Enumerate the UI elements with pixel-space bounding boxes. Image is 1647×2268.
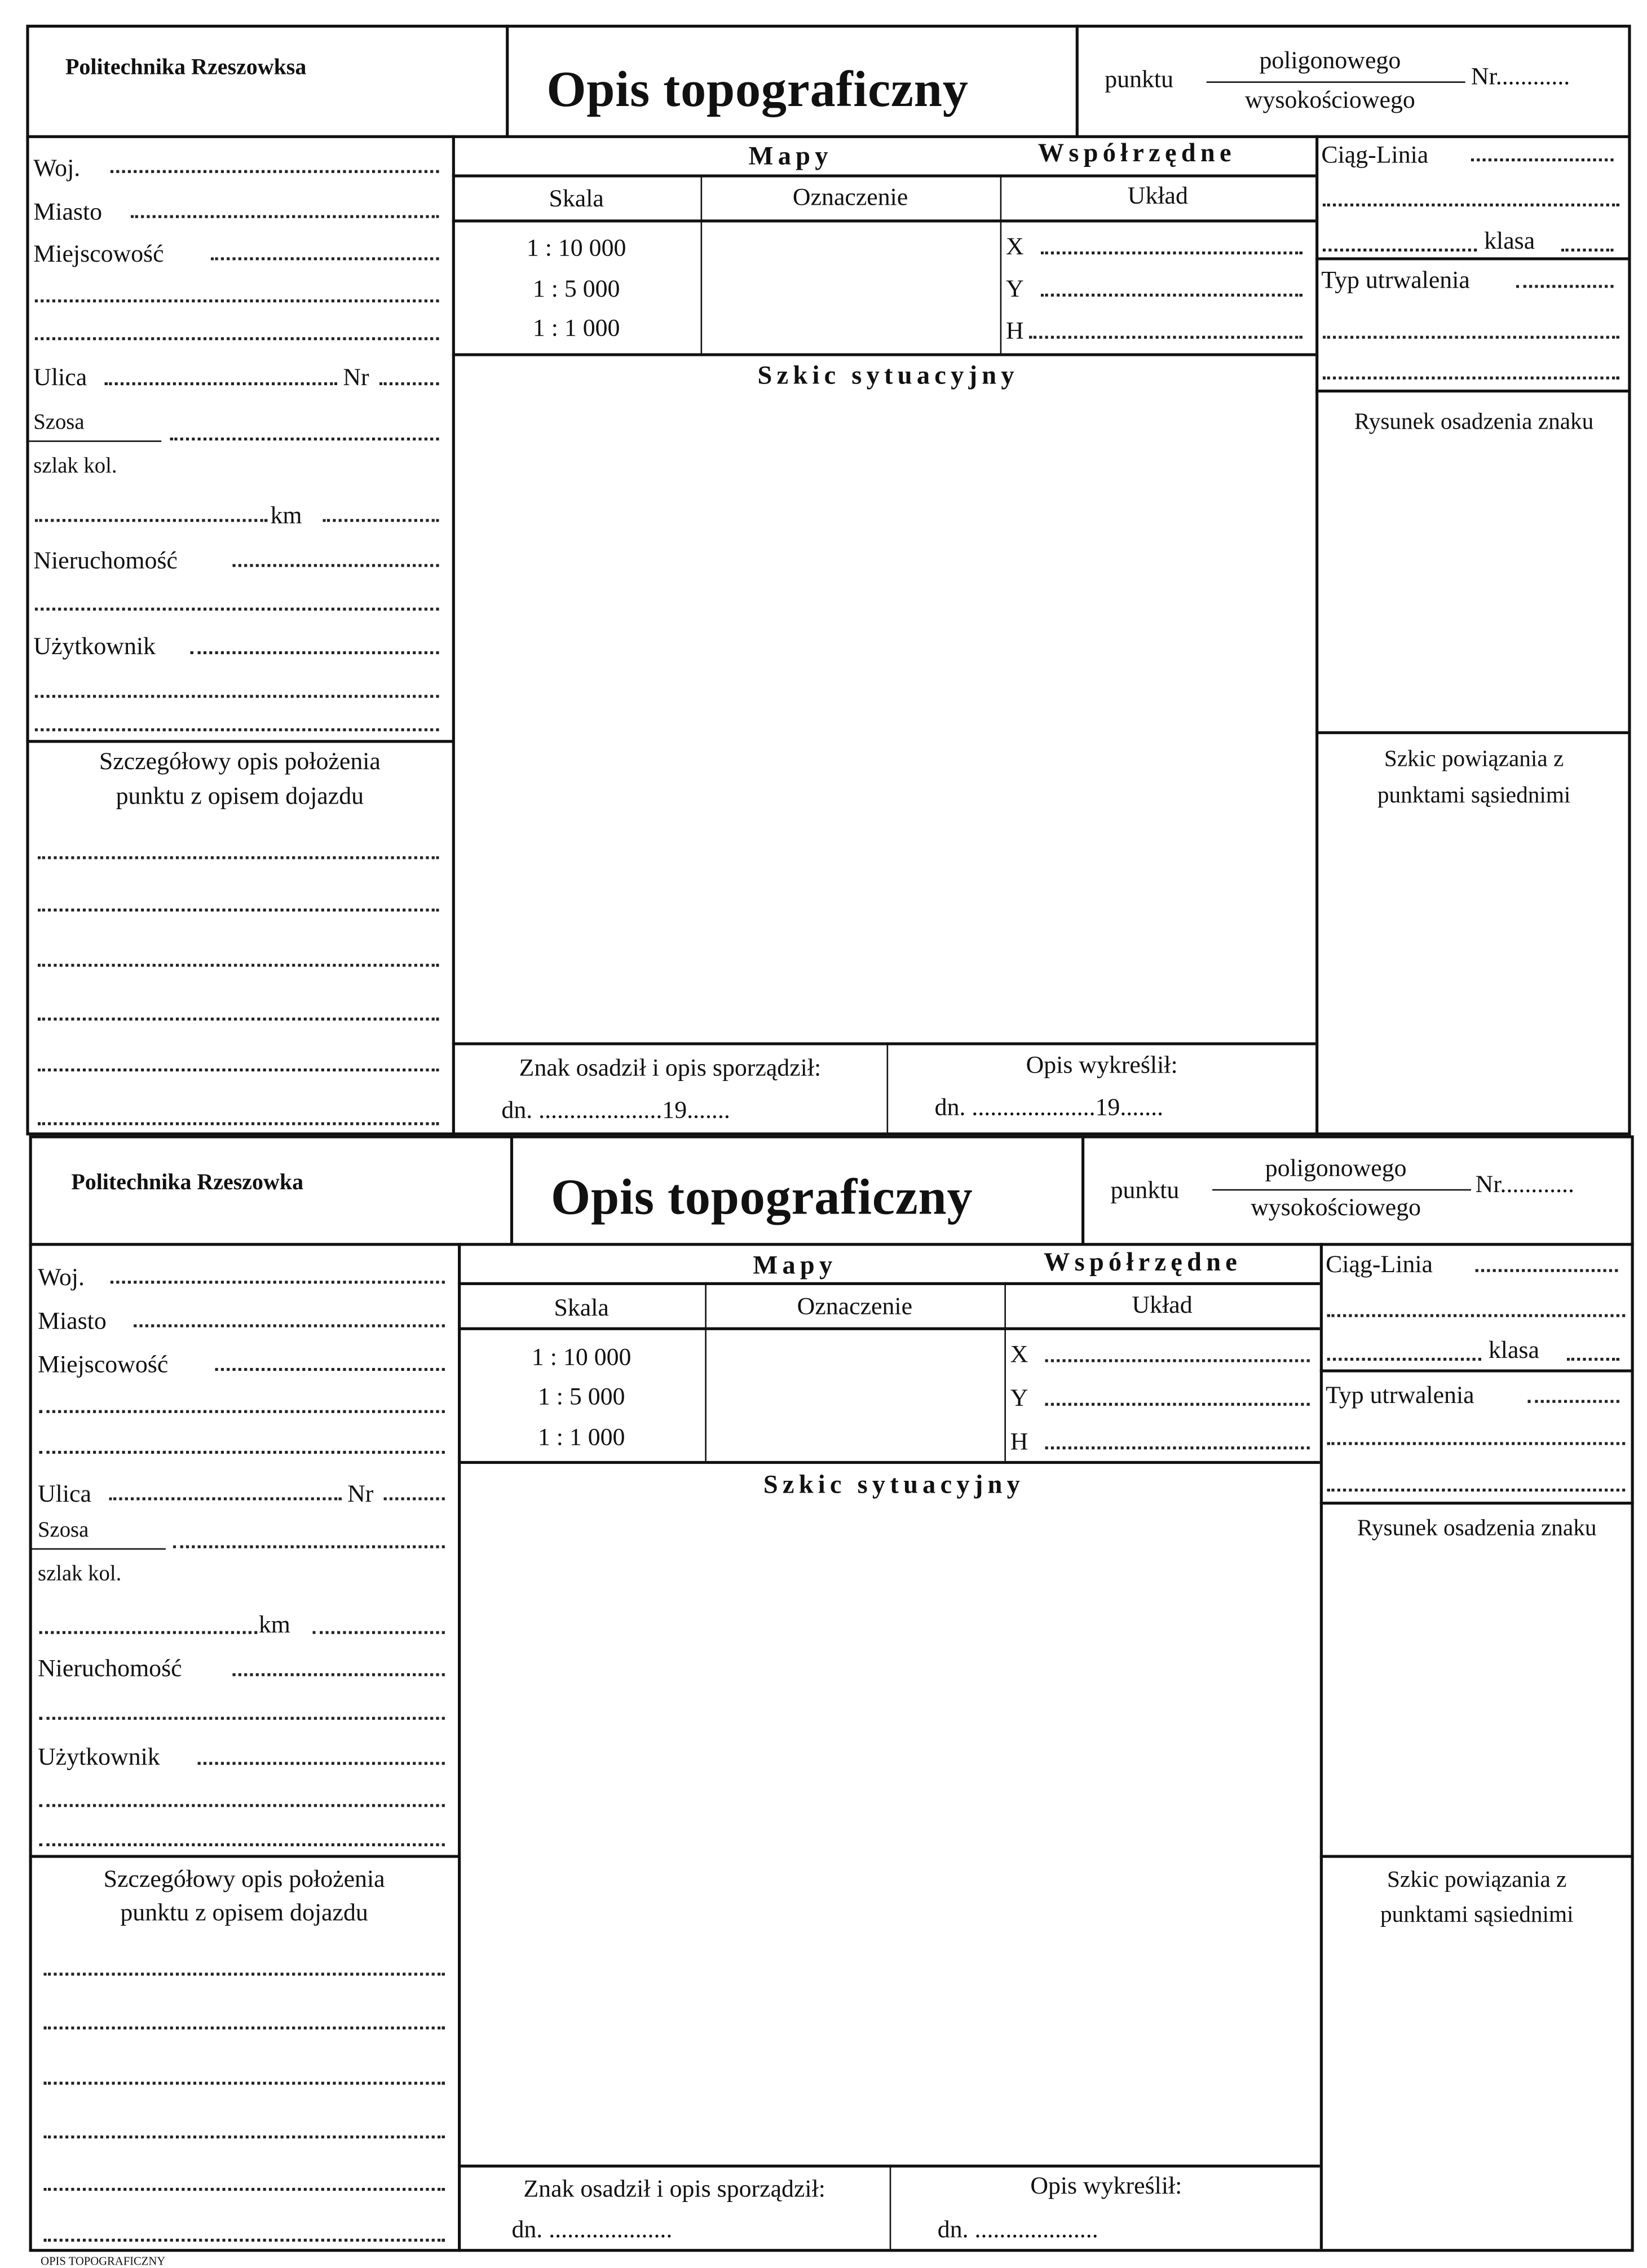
szosa-field[interactable] xyxy=(173,1545,445,1548)
footer-label: OPIS TOPOGRAFICZNY xyxy=(41,2254,166,2268)
miejscowosc-field-3[interactable] xyxy=(39,1451,445,1454)
klasa-field[interactable] xyxy=(1567,1358,1619,1361)
maps-heading: Mapy xyxy=(748,141,833,170)
scale-value: 1 : 5 000 xyxy=(537,1382,625,1410)
mark-drawing-area[interactable] xyxy=(1323,1550,1631,1852)
scale-value: 1 : 10 000 xyxy=(526,234,626,262)
km-label: km xyxy=(270,501,302,530)
coord-y-field[interactable] xyxy=(1045,1403,1310,1406)
ulica-label: Ulica xyxy=(33,363,87,391)
designation-header: Oznaczenie xyxy=(797,1292,913,1320)
coord-h-label: H xyxy=(1010,1427,1028,1455)
right-divider xyxy=(1320,1502,1634,1504)
coordinates-heading: Współrzędne xyxy=(1044,1247,1242,1277)
system-header: Układ xyxy=(1127,182,1188,210)
uzytkownik-label: Użytkownik xyxy=(38,1743,160,1771)
neighbors-sketch-line1: Szkic powiązania z xyxy=(1387,1868,1567,1893)
details-line[interactable] xyxy=(43,2082,445,2085)
szosa-label: Szosa xyxy=(38,1519,89,1543)
details-line[interactable] xyxy=(43,2188,445,2191)
typ-utrwalenia-field-2[interactable] xyxy=(1327,1442,1625,1445)
point-label: punktu xyxy=(1105,65,1174,93)
uzytkownik-label: Użytkownik xyxy=(33,632,156,660)
coord-x-label: X xyxy=(1005,232,1024,261)
ulica-label: Ulica xyxy=(38,1480,91,1508)
miasto-field[interactable] xyxy=(134,1325,445,1327)
details-line[interactable] xyxy=(43,2135,445,2138)
ciag-label: Ciąg-Linia xyxy=(1321,141,1429,169)
point-type-denominator: wysokościowego xyxy=(1251,1193,1421,1221)
point-label: punktu xyxy=(1110,1176,1180,1204)
made-by-date-field[interactable]: dn. .................... xyxy=(511,2215,673,2243)
fraction-line xyxy=(1212,1189,1471,1191)
szlak-field[interactable] xyxy=(39,1631,258,1634)
system-header: Układ xyxy=(1132,1291,1193,1319)
miasto-label: Miasto xyxy=(33,197,103,226)
scale-value: 1 : 5 000 xyxy=(532,275,620,303)
details-heading-line1: Szczegółowy opis położenia xyxy=(103,1865,385,1893)
point-type-numerator: poligonowego xyxy=(1265,1154,1407,1182)
form-title: Opis topograficzny xyxy=(546,61,969,118)
typ-utrwalenia-field-3[interactable] xyxy=(1327,1489,1625,1492)
header-col-divider xyxy=(510,1135,513,1244)
klasa-label: klasa xyxy=(1488,1336,1539,1364)
drawn-by-label: Opis wykreślił: xyxy=(1030,2172,1182,2200)
szlak-label: szlak kol. xyxy=(33,455,117,479)
coord-y-label: Y xyxy=(1010,1384,1028,1412)
typ-utrwalenia-field[interactable] xyxy=(1527,1400,1619,1403)
coord-x-label: X xyxy=(1010,1340,1028,1368)
drawn-by-date-field[interactable]: dn. ....................19....... xyxy=(934,1093,1164,1121)
coordinates-heading: Współrzędne xyxy=(1037,138,1236,167)
left-section-divider xyxy=(29,1855,460,1858)
miejscowosc-label: Miejscowość xyxy=(38,1350,169,1378)
made-by-label: Znak osadził i opis sporządził: xyxy=(523,2174,825,2203)
scale-value: 1 : 1 000 xyxy=(537,1423,625,1451)
woj-label: Woj. xyxy=(38,1263,85,1291)
form-title: Opis topograficzny xyxy=(551,1168,973,1226)
szlak-label: szlak kol. xyxy=(38,1563,122,1586)
ciag-field-2[interactable] xyxy=(1327,1314,1625,1317)
neighbors-sketch-area[interactable] xyxy=(1323,1936,1631,2245)
miasto-label: Miasto xyxy=(38,1307,107,1335)
scale-value: 1 : 1 000 xyxy=(532,314,620,342)
maps-subheader-divider xyxy=(458,1327,1320,1330)
ciag-field[interactable] xyxy=(1476,1269,1618,1272)
situational-sketch-title: Szkic sytuacyjny xyxy=(757,360,1019,390)
institution-name: Politechnika Rzeszowka xyxy=(71,1170,304,1195)
nieruchomosc-field[interactable] xyxy=(232,1673,444,1676)
point-type-denominator: wysokościowego xyxy=(1244,86,1415,114)
coord-h-label: H xyxy=(1005,317,1024,345)
scale-value: 1 : 10 000 xyxy=(531,1343,632,1371)
miejscowosc-field-2[interactable] xyxy=(39,1410,445,1413)
ciag-field-3[interactable] xyxy=(1327,1358,1481,1361)
details-line[interactable] xyxy=(43,2027,445,2029)
point-number-field[interactable]: Nr............ xyxy=(1475,1170,1574,1198)
neighbors-sketch-line1: Szkic powiązania z xyxy=(1384,747,1564,772)
mark-drawing-label: Rysunek osadzenia znaku xyxy=(1354,409,1594,435)
details-heading-line2: punktu z opisem dojazdu xyxy=(120,1898,368,1926)
typ-utrwalenia-label: Typ utrwalenia xyxy=(1321,266,1470,294)
nr-label: Nr xyxy=(347,1480,374,1508)
klasa-label: klasa xyxy=(1484,227,1535,255)
situational-sketch-title: Szkic sytuacyjny xyxy=(763,1470,1025,1499)
coord-y-label: Y xyxy=(1005,275,1024,303)
situational-sketch-area[interactable] xyxy=(461,1504,1317,2163)
signature-row-divider xyxy=(458,2165,1320,2168)
details-line[interactable] xyxy=(43,1973,445,1975)
institution-name: Politechnika Rzeszowksa xyxy=(65,55,307,80)
made-by-date-field[interactable]: dn. ....................19....... xyxy=(501,1096,730,1124)
miejscowosc-label: Miejscowość xyxy=(33,240,164,268)
point-type-numerator: poligonowego xyxy=(1259,46,1401,74)
nr-field[interactable] xyxy=(384,1497,445,1500)
uzytkownik-field-2[interactable] xyxy=(39,1804,445,1807)
coord-h-field[interactable] xyxy=(1045,1446,1310,1449)
ciag-label: Ciąg-Linia xyxy=(1326,1250,1433,1278)
nr-label: Nr xyxy=(343,363,369,391)
ulica-field[interactable] xyxy=(109,1497,341,1500)
maps-bottom-divider xyxy=(458,1461,1320,1464)
km-label: km xyxy=(258,1610,290,1639)
maps-heading: Mapy xyxy=(753,1250,837,1279)
drawn-by-label: Opis wykreślił: xyxy=(1026,1051,1178,1079)
neighbors-sketch-line2: punktami sąsiednimi xyxy=(1380,1903,1574,1928)
details-heading-line2: punktu z opisem dojazdu xyxy=(116,782,364,810)
nieruchomosc-label: Nieruchomość xyxy=(38,1654,182,1682)
km-field[interactable] xyxy=(312,1631,445,1634)
right-divider xyxy=(1320,1369,1634,1372)
woj-label: Woj. xyxy=(33,154,81,182)
right-divider xyxy=(1320,1855,1634,1858)
mark-drawing-label: Rysunek osadzenia znaku xyxy=(1357,1516,1597,1541)
drawn-by-date-field[interactable]: dn. .................... xyxy=(937,2215,1098,2243)
nieruchomosc-field-2[interactable] xyxy=(39,1717,445,1720)
scale-header: Skala xyxy=(554,1294,609,1322)
scale-header: Skala xyxy=(549,184,604,213)
details-line[interactable] xyxy=(43,2239,445,2241)
uzytkownik-field-3[interactable] xyxy=(39,1843,445,1846)
neighbors-sketch-line2: punktami sąsiednimi xyxy=(1377,783,1571,809)
szosa-label: Szosa xyxy=(33,411,85,435)
coord-x-field[interactable] xyxy=(1045,1359,1310,1362)
made-by-label: Znak osadził i opis sporządził: xyxy=(519,1054,822,1082)
typ-utrwalenia-label: Typ utrwalenia xyxy=(1326,1381,1474,1409)
szosa-szlak-divider xyxy=(30,1548,166,1550)
designation-header: Oznaczenie xyxy=(792,183,908,211)
header-col-divider xyxy=(1081,1135,1084,1244)
woj-field[interactable] xyxy=(111,1281,445,1283)
details-heading-line1: Szczegółowy opis położenia xyxy=(99,747,381,775)
point-number-field[interactable]: Nr............ xyxy=(1471,62,1570,90)
nieruchomosc-label: Nieruchomość xyxy=(33,546,178,575)
header-divider xyxy=(29,1243,1634,1246)
uzytkownik-field[interactable] xyxy=(198,1762,445,1765)
miejscowosc-field[interactable] xyxy=(215,1368,445,1371)
maps-header-divider xyxy=(458,1282,1320,1285)
